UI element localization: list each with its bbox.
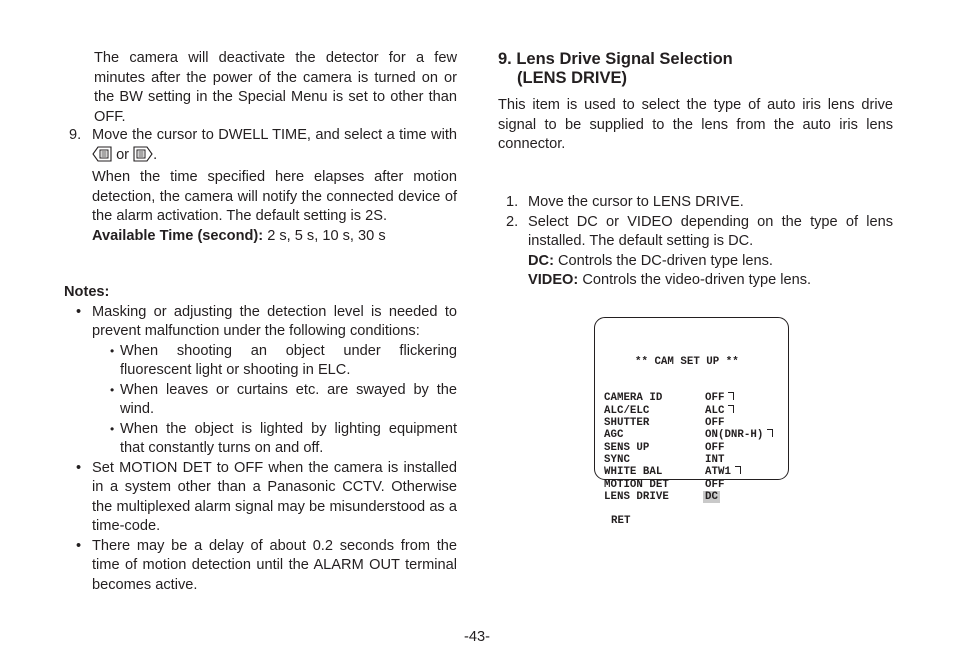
menu-value: OFF bbox=[705, 478, 725, 491]
video-option bbox=[528, 271, 893, 291]
menu-label: ALC/ELC bbox=[604, 404, 650, 417]
menu-label: SHUTTER bbox=[604, 417, 650, 430]
bullet-icon: • bbox=[76, 537, 82, 554]
dc-label: DC: bbox=[528, 252, 554, 269]
note-text: There may be a delay of about 0.2 seconds from the time of motion detection until the ALARM OUT terminal becomes active. bbox=[92, 537, 457, 593]
intro-paragraph: The camera will deactivate the detector for a few minutes after the power of the camera is turned on or the BW setting in the Special Menu is set to other than OFF. bbox=[94, 50, 457, 125]
menu-value: OFF bbox=[705, 392, 725, 405]
step-9-text bbox=[92, 126, 457, 168]
dc-text: Controls the DC-driven type lens. bbox=[558, 252, 773, 269]
note-text: Masking or adjusting the detection level is needed to prevent malfunction under the following conditions: bbox=[92, 303, 457, 339]
menu-label: SYNC bbox=[604, 453, 630, 466]
bullet-icon: • bbox=[76, 303, 82, 320]
video-label: VIDEO: bbox=[528, 272, 579, 288]
video-text: Controls the video-driven type lens. bbox=[582, 272, 812, 288]
submenu-arrow-icon bbox=[728, 405, 734, 413]
ret-item[interactable]: RET bbox=[611, 515, 631, 528]
heading-line-1: 9. Lens Drive Signal Selection bbox=[498, 50, 733, 68]
step-text: Select DC or VIDEO depending on the type of lens installed. The default setting is DC. bbox=[528, 213, 893, 249]
bullet-icon: • bbox=[110, 343, 115, 358]
menu-value: INT bbox=[705, 453, 725, 466]
left-button-icon bbox=[92, 146, 112, 169]
menu-label: SENS UP bbox=[604, 441, 650, 454]
bullet-icon: • bbox=[110, 382, 115, 397]
submenu-arrow-icon bbox=[728, 392, 734, 400]
heading-line-2: (LENS DRIVE) bbox=[517, 69, 628, 87]
menu-value: ON(DNR-H) bbox=[705, 429, 764, 442]
menu-row[interactable] bbox=[604, 405, 773, 417]
step-item bbox=[498, 193, 893, 213]
sub-note-item bbox=[92, 381, 457, 420]
menu-row[interactable] bbox=[604, 392, 773, 404]
with-text: with bbox=[431, 127, 457, 143]
note-item bbox=[64, 537, 457, 596]
menu-row[interactable] bbox=[604, 466, 773, 478]
menu-row[interactable] bbox=[604, 491, 773, 503]
period: . bbox=[153, 146, 158, 163]
step-9 bbox=[64, 126, 457, 246]
available-time-label: Available Time (second): bbox=[92, 227, 264, 244]
step-number: 1. bbox=[506, 194, 519, 210]
menu-label: CAMERA ID bbox=[604, 392, 663, 405]
submenu-arrow-icon bbox=[767, 429, 773, 437]
menu-value: ATW1 bbox=[705, 466, 731, 479]
step-list bbox=[498, 193, 893, 291]
menu-value: ALC bbox=[705, 404, 725, 417]
sub-note-item bbox=[92, 342, 457, 381]
menu-label: WHITE BAL bbox=[604, 466, 663, 479]
sub-note-text: When leaves or curtains etc. are swayed by the wind. bbox=[120, 381, 457, 417]
menu-value: OFF bbox=[705, 441, 725, 454]
note-text: Set MOTION DET to OFF when the camera is installed in a system other than a Panasonic CCTV. Otherwise the multiplexed alarm signal may be misunderstood as a time-code. bbox=[92, 459, 457, 534]
notes-title: Notes: bbox=[64, 284, 110, 300]
sub-note-text: When the object is lighted by lighting equipment that constantly turns on and off. bbox=[120, 420, 457, 456]
bullet-icon: • bbox=[76, 459, 82, 476]
menu-row[interactable] bbox=[604, 429, 773, 441]
step-item bbox=[498, 213, 893, 291]
menu-value: OFF bbox=[705, 417, 725, 430]
section-intro: This item is used to select the type of auto iris lens drive signal to be supplied to the lens from the auto iris lens connector. bbox=[498, 97, 893, 152]
note-item bbox=[64, 303, 457, 459]
menu-label: AGC bbox=[604, 429, 624, 442]
menu-label: LENS DRIVE bbox=[604, 490, 669, 503]
menu-row[interactable] bbox=[604, 442, 773, 454]
sub-note-item bbox=[92, 420, 457, 459]
right-button-icon bbox=[133, 146, 153, 169]
step-number: 9. bbox=[69, 127, 82, 143]
or-text: or bbox=[116, 146, 130, 163]
dc-option bbox=[528, 252, 893, 272]
dwell-description: When the time specified here elapses after motion detection, the camera will notify the connected device of the alarm activation. The default setting is 2S. bbox=[92, 169, 457, 224]
available-time bbox=[92, 227, 457, 247]
step-number: 2. bbox=[506, 213, 519, 230]
menu-row[interactable] bbox=[604, 454, 773, 466]
menu-row[interactable] bbox=[604, 417, 773, 429]
menu-label: MOTION DET bbox=[604, 478, 669, 491]
screen-title: ** CAM SET UP ** bbox=[635, 355, 739, 368]
sub-note-text: When shooting an object under flickering fluorescent light or shooting in ELC. bbox=[120, 342, 457, 378]
step-text: Move the cursor to LENS DRIVE. bbox=[528, 194, 744, 210]
step-9-line: Move the cursor to DWELL TIME, and select a time bbox=[92, 127, 427, 143]
submenu-arrow-icon bbox=[735, 466, 741, 474]
bullet-icon: • bbox=[110, 421, 115, 436]
menu-value: DC bbox=[705, 490, 718, 503]
note-item bbox=[64, 459, 457, 537]
cam-setup-screen bbox=[594, 317, 789, 528]
page-number: -43- bbox=[464, 629, 490, 645]
available-time-values: 2 s, 5 s, 10 s, 30 s bbox=[267, 227, 386, 244]
notes-section bbox=[64, 283, 457, 595]
menu-row[interactable] bbox=[604, 479, 773, 491]
section-heading bbox=[498, 50, 733, 88]
